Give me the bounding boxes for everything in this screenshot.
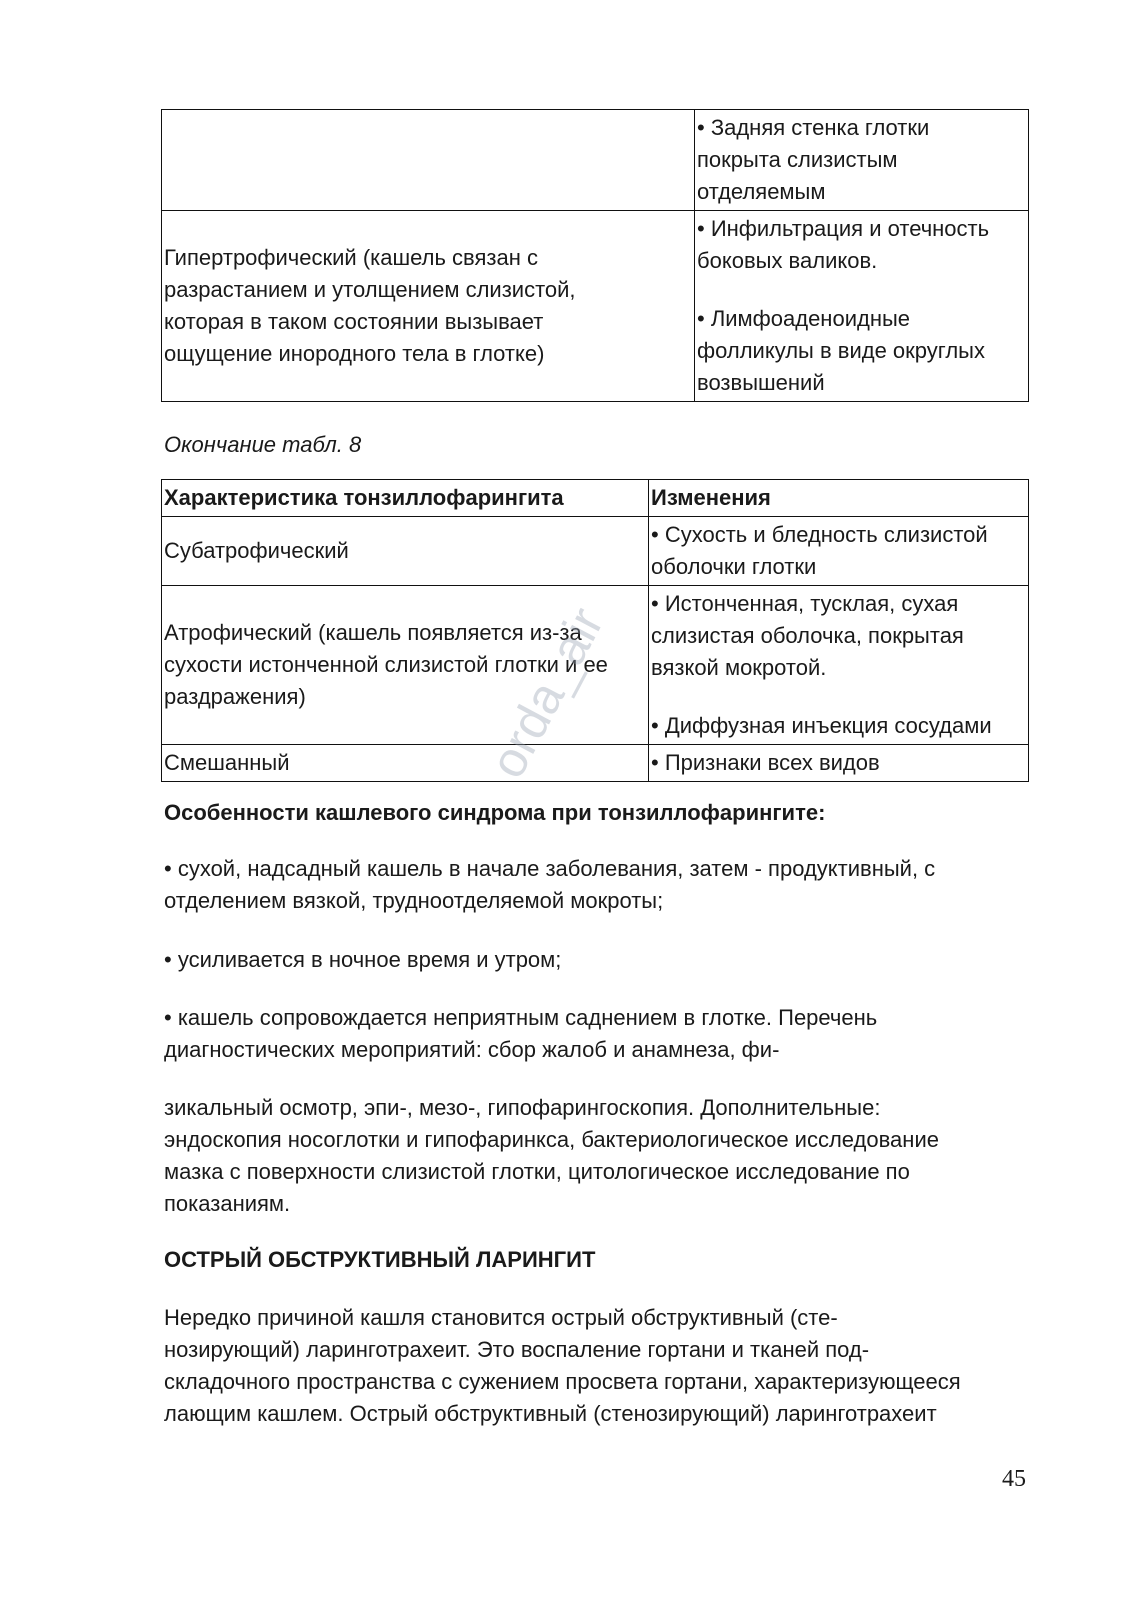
table-bottom xyxy=(161,479,1029,782)
section-heading: ОСТРЫЙ ОБСТРУКТИВНЫЙ ЛАРИНГИТ xyxy=(164,1247,596,1272)
table-cell-right: • Признаки всех видов xyxy=(649,745,1029,782)
section-paragraph: Нередко причиной кашля становится острый обструктивный (сте- нозирующий) ларинготрахеит. Это воспаление гортани и тканей под- складочного пространства с сужением просвета гортани, характеризующееся лающим кашлем. Острый обструктивный (стенозирующий) ларинготрахеит xyxy=(164,1305,961,1426)
continuation-paragraph: зикальный осмотр, эпи-, мезо-, гипофарингоскопия. Дополнительные: эндоскопия носоглотки и гипофаринкса, бактериологическое исследование мазка с поверхности слизистой глотки, цитологическое исследование по показаниям. xyxy=(164,1095,939,1216)
column-header-changes: Изменения xyxy=(649,480,1029,517)
table-row xyxy=(162,110,1029,211)
table-cell-right: • Сухость и бледность слизистой оболочки глотки xyxy=(649,517,1029,586)
table-caption: Окончание табл. 8 xyxy=(164,432,362,457)
column-header-characteristic: Характеристика тонзиллофарингита xyxy=(162,480,649,517)
watermark: orda_air xyxy=(478,598,615,787)
table-cell-left: Субатрофический xyxy=(162,517,649,586)
page-number: 45 xyxy=(1002,1466,1026,1492)
table-cell-left: Смешанный xyxy=(162,745,649,782)
table-cell-right: • Истонченная, тусклая, сухая слизистая оболочка, покрытая вязкой мокротой. • Диффузная инъекция сосудами xyxy=(649,586,1029,745)
table-cell-left xyxy=(162,110,695,211)
table-header-row xyxy=(162,480,1029,517)
bullet-item: • кашель сопровождается неприятным саднением в глотке. Перечень диагностических мероприятий: сбор жалоб и анамнеза, фи- xyxy=(164,1005,878,1062)
bullet-item: • усиливается в ночное время и утром; xyxy=(164,947,562,972)
table-row xyxy=(162,517,1029,586)
table-cell-right: • Задняя стенка глотки покрыта слизистым отделяемым xyxy=(695,110,1029,211)
table-row xyxy=(162,586,1029,745)
table-cell-left: Гипертрофический (кашель связан с разрастанием и утолщением слизистой, которая в таком состоянии вызывает ощущение инородного тела в глотке) xyxy=(162,211,695,402)
bullet-item: • сухой, надсадный кашель в начале заболевания, затем - продуктивный, с отделением вязкой, трудноотделяемой мокроты; xyxy=(164,856,936,913)
features-heading: Особенности кашлевого синдрома при тонзиллофарингите: xyxy=(164,800,826,825)
table-row xyxy=(162,745,1029,782)
table-top xyxy=(161,109,1029,402)
table-cell-left: Атрофический (кашель появляется из-за сухости истонченной слизистой глотки и ее раздражения) xyxy=(162,586,649,745)
table-row xyxy=(162,211,1029,402)
table-cell-right: • Инфильтрация и отечность боковых валиков. • Лимфоаденоидные фолликулы в виде округлых возвышений xyxy=(695,211,1029,402)
